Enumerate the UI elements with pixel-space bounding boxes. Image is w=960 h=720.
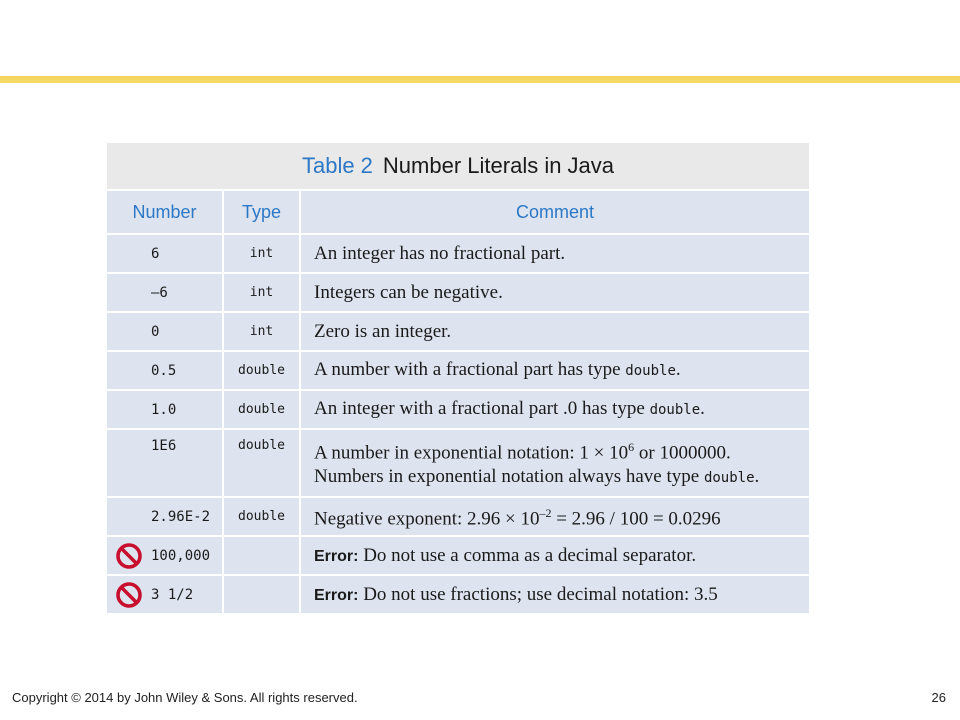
table-row (107, 575, 809, 614)
comment-text-end: . (700, 398, 705, 419)
table-row (107, 273, 809, 312)
type-cell: double (223, 351, 300, 390)
comment-code: double (703, 469, 755, 486)
comment-cell: Integers can be negative. (300, 273, 809, 312)
comment-superscript: 6 (628, 440, 635, 455)
table-title-text: Number Literals in Java (382, 153, 615, 178)
type-cell (223, 575, 300, 614)
error-label: Error: (314, 586, 359, 604)
type-cell: int (223, 234, 300, 273)
type-cell: double (223, 390, 300, 429)
comment-line-1 (314, 436, 809, 464)
number-cell: 6 (107, 234, 223, 273)
table-row (107, 312, 809, 351)
comment-text-end: . (754, 465, 760, 487)
comment-text: A number with a fractional part has type (314, 359, 626, 380)
comment-cell (300, 429, 809, 497)
comment-text: A number in exponential notation: 1 × 10 (314, 442, 629, 464)
comment-text: Do not use fractions; use decimal notation: 3.5 (358, 583, 718, 605)
table (107, 143, 809, 615)
type-cell: double (223, 429, 300, 497)
comment-text-end: = 2.96 / 100 = 0.0296 (551, 508, 721, 530)
type-cell: int (223, 273, 300, 312)
table-row (107, 234, 809, 273)
number-cell: 0 (107, 312, 223, 351)
comment-cell (300, 575, 809, 614)
comment-cell: An integer has no fractional part. (300, 234, 809, 273)
header-comment: Comment (300, 190, 809, 234)
table-row (107, 390, 809, 429)
table-title-number: Table 2 (301, 153, 373, 178)
comment-text: Numbers in exponential notation always have type (314, 465, 704, 487)
page-number: 26 (931, 690, 946, 705)
number-value: 3 1/2 (151, 586, 194, 603)
table-title-row (107, 143, 809, 190)
comment-line-2 (314, 465, 809, 490)
header-type: Type (223, 190, 300, 234)
number-value: 100,000 (151, 547, 211, 564)
prohibited-icon (115, 581, 143, 609)
number-cell: 0.5 (107, 351, 223, 390)
number-cell: 2.96E-2 (107, 497, 223, 536)
comment-cell: Zero is an integer. (300, 312, 809, 351)
header-number: Number (107, 190, 223, 234)
top-accent-rule (0, 76, 960, 83)
comment-cell (300, 351, 809, 390)
comment-cell (300, 390, 809, 429)
number-cell: –6 (107, 273, 223, 312)
comment-cell (300, 497, 809, 536)
number-cell (107, 575, 223, 614)
copyright-footer: Copyright © 2014 by John Wiley & Sons. All rights reserved. (12, 690, 358, 705)
type-cell (223, 536, 300, 575)
number-cell: 1.0 (107, 390, 223, 429)
table-header-row (107, 190, 809, 234)
comment-text-end: . (675, 359, 681, 380)
comment-cell (300, 536, 809, 575)
number-literals-table (107, 143, 809, 604)
table-row (107, 536, 809, 575)
comment-text: Negative exponent: 2.96 × 10 (314, 508, 540, 530)
type-cell: int (223, 312, 300, 351)
error-label: Error: (314, 547, 359, 565)
number-cell: 1E6 (107, 429, 223, 497)
table-title (107, 143, 809, 190)
comment-text: An integer with a fractional part .0 has type (314, 398, 650, 419)
comment-superscript: –2 (539, 506, 552, 521)
table-row (107, 497, 809, 536)
table-row (107, 351, 809, 390)
prohibited-icon (115, 542, 143, 570)
comment-text: Do not use a comma as a decimal separator. (358, 544, 697, 566)
comment-code: double (625, 363, 676, 379)
comment-code: double (649, 402, 701, 418)
number-cell (107, 536, 223, 575)
type-cell: double (223, 497, 300, 536)
table-row (107, 429, 809, 497)
comment-text-end: or 1000000. (634, 442, 731, 464)
